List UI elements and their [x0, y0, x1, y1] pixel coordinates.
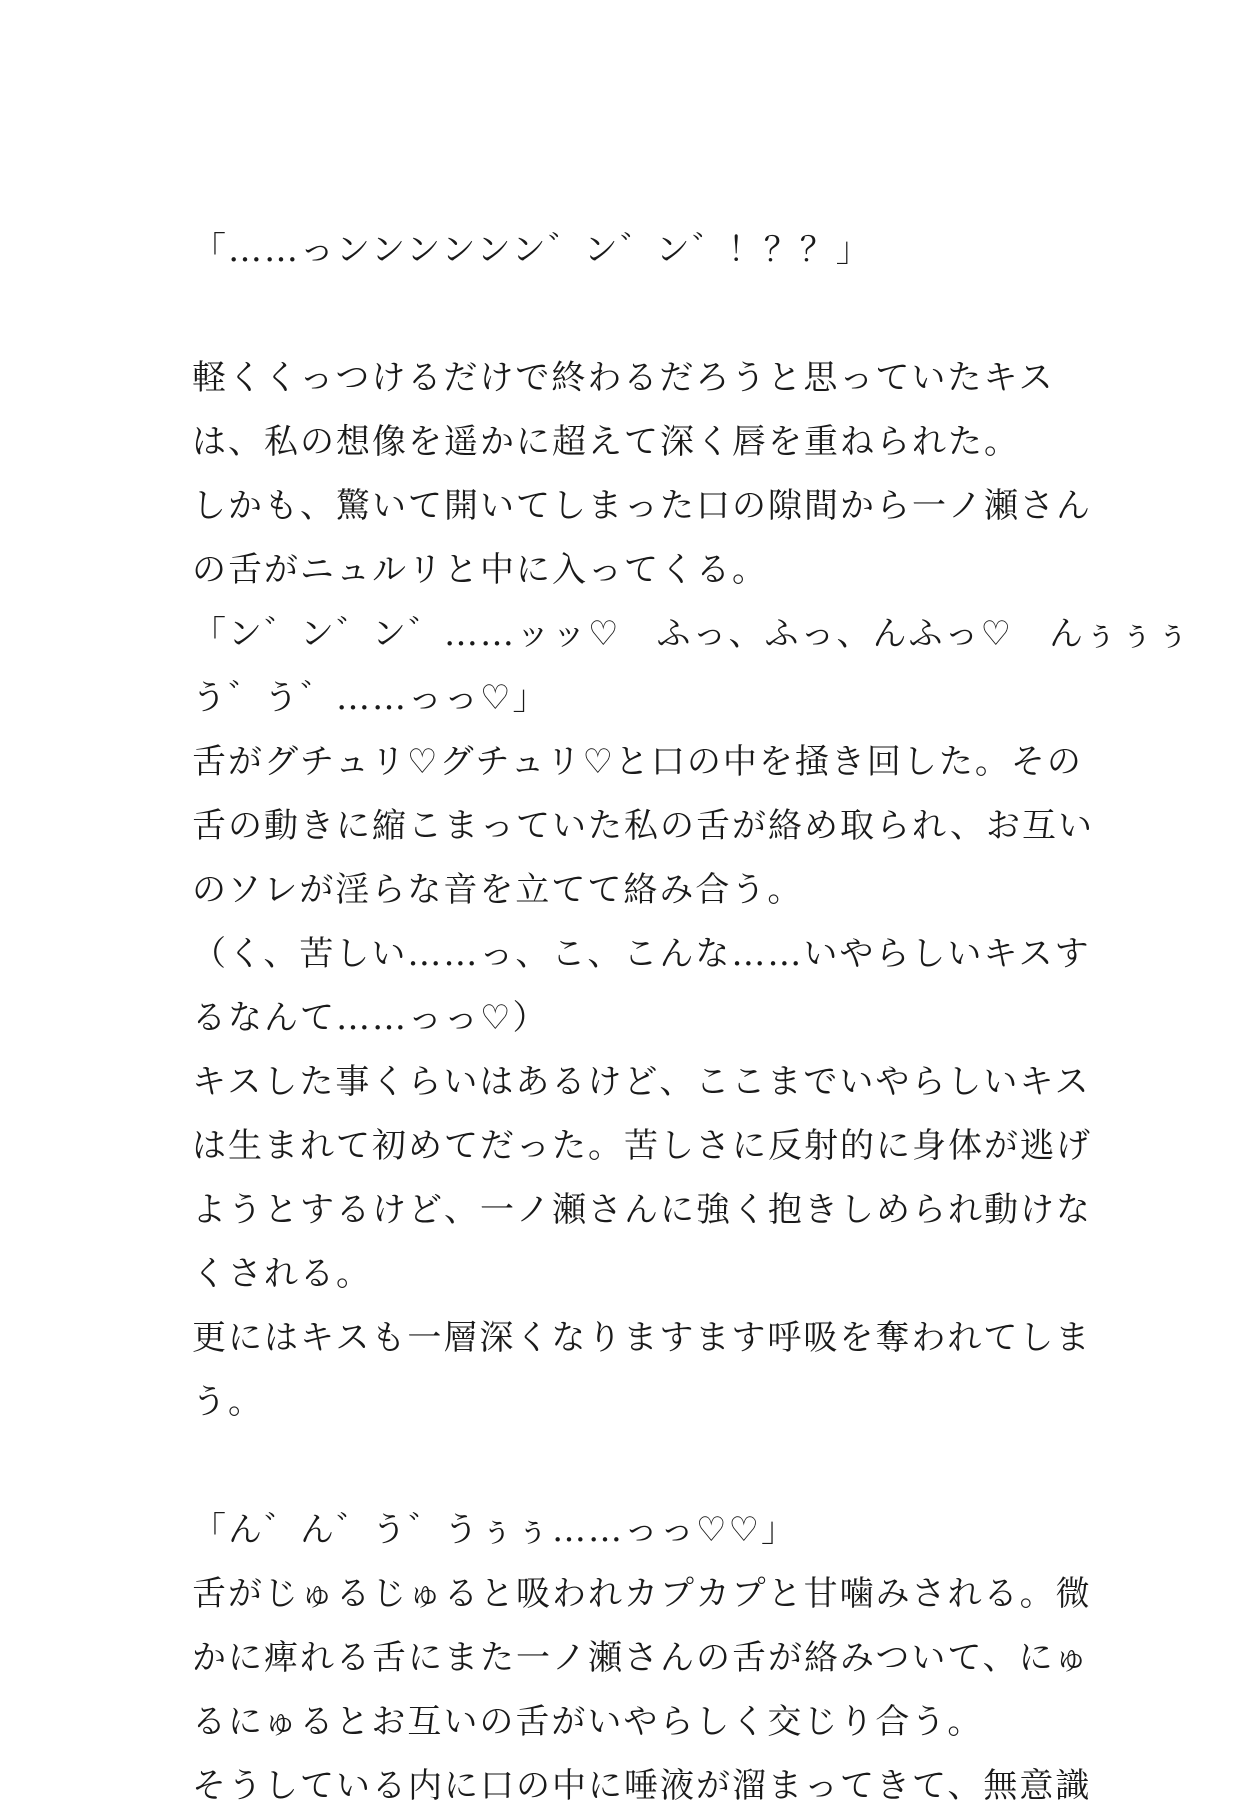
text-line: の舌がニュルリと中に入ってくる。	[192, 550, 768, 590]
text-line: 軽くくっつけるだけで終わるだろうと思っていたキス	[192, 358, 1055, 398]
text-line: キスした事くらいはあるけど、ここまでいやらしいキス	[192, 1062, 1091, 1102]
text-line: （く、苦しい……っ、こ、こんな……いやらしいキスす	[192, 934, 1091, 974]
text-line: るなんて……っっ♡）	[192, 998, 549, 1038]
text-line: 更にはキスも一層深くなりますます呼吸を奪われてしま	[192, 1318, 1092, 1358]
text-line: 舌がグチュリ♡グチュリ♡と口の中を掻き回した。その	[192, 742, 1083, 782]
text-line: う。	[192, 1382, 264, 1422]
blank-line	[192, 282, 1072, 346]
text-line: 「ン゛ン゛ン゛……ッッ♡ ふっ、ふっ、んふっ♡ んぅぅぅ	[192, 614, 1192, 654]
body-text	[192, 218, 1192, 1818]
text-line: くされる。	[192, 1254, 372, 1294]
text-line: るにゅるとお互いの舌がいやらしく交じり合う。	[192, 1702, 984, 1742]
text-line: のソレが淫らな音を立てて絡み合う。	[192, 870, 804, 910]
text-line: しかも、驚いて開いてしまった口の隙間から一ノ瀬さん	[192, 486, 1092, 526]
text-line: 「ん゛ん゛う゛うぅぅ……っっ♡♡」	[192, 1510, 797, 1550]
text-line: 舌の動きに縮こまっていた私の舌が絡め取られ、お互い	[192, 806, 1095, 846]
text-line: は生まれて初めてだった。苦しさに反射的に身体が逃げ	[192, 1126, 1092, 1166]
text-line: ようとするけど、一ノ瀬さんに強く抱きしめられ動けな	[192, 1190, 1092, 1230]
blank-line	[192, 1434, 1072, 1498]
text-line: かに痺れる舌にまた一ノ瀬さんの舌が絡みついて、にゅ	[192, 1638, 1090, 1678]
text-line: 「……っンンンンンン゛ン゛ン゛！？？」	[192, 230, 872, 270]
text-line: 舌がじゅるじゅると吸われカプカプと甘噛みされる。微	[192, 1574, 1092, 1614]
text-line: う゛う゛……っっ♡」	[192, 678, 549, 718]
text-line: は、私の想像を遥かに超えて深く唇を重ねられた。	[192, 422, 1020, 462]
text-line: そうしている内に口の中に唾液が溜まってきて、無意識	[192, 1766, 1092, 1806]
